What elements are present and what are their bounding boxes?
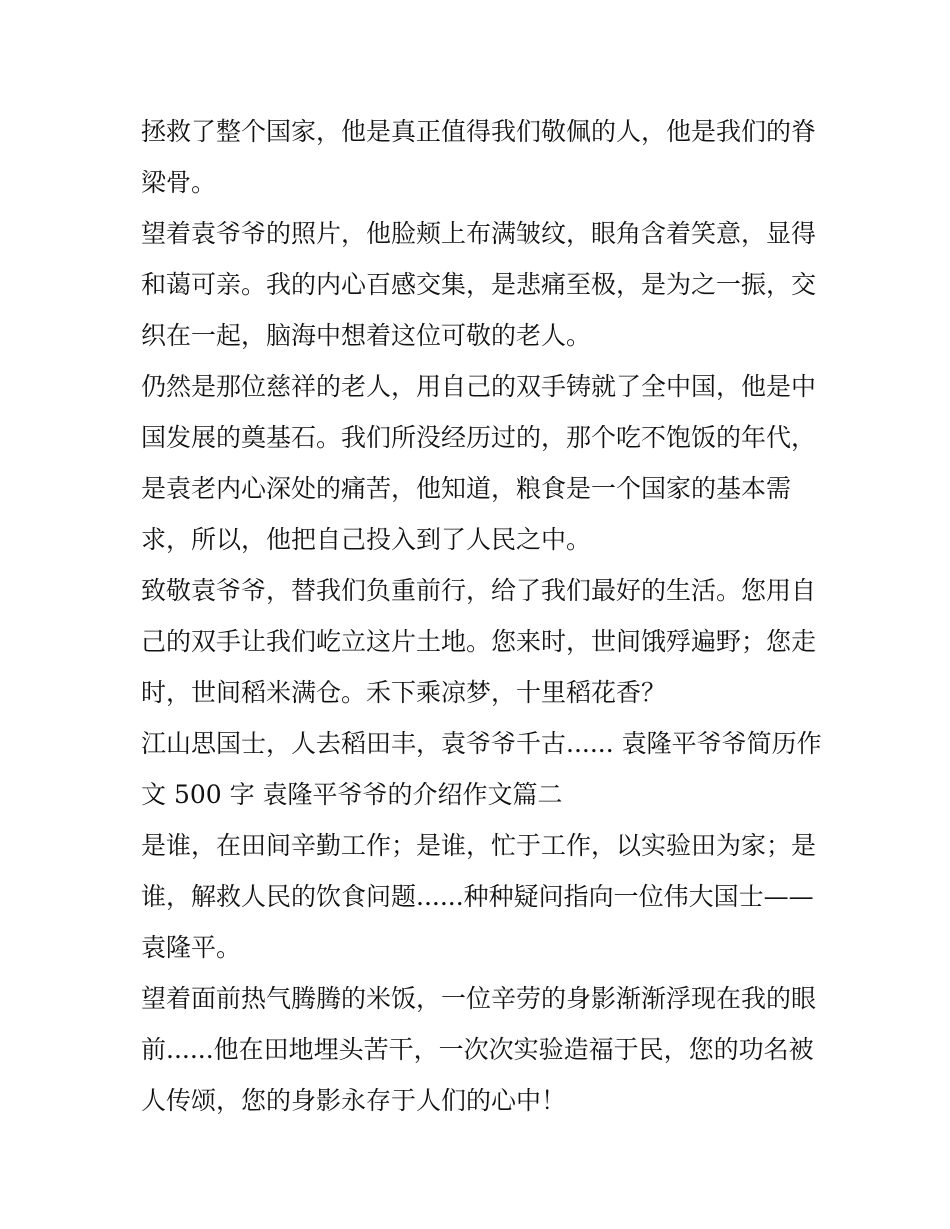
paragraph-4	[141, 565, 817, 718]
text-line: 望着面前热气腾腾的米饭，一位辛劳的身影渐渐浮现在我的眼	[141, 984, 817, 1013]
paragraph-1	[141, 106, 817, 208]
text-line: 仍然是那位慈祥的老人，用自己的双手铸就了全中国，他是中	[141, 372, 817, 401]
text-line: 和蔼可亲。我的内心百感交集，是悲痛至极，是为之一振，交	[141, 270, 817, 299]
text-line: 望着袁爷爷的照片，他脸颊上布满皱纹，眼角含着笑意，显得	[141, 219, 817, 248]
text-line: 谁，解救人民的饮食问题......种种疑问指向一位伟大国士——	[141, 882, 814, 911]
paragraph-3	[141, 361, 817, 565]
paragraph-5	[141, 718, 822, 820]
text-line: 梁骨。	[141, 168, 217, 197]
paragraph-7	[141, 973, 817, 1126]
text-line: 时，世间稻米满仓。禾下乘凉梦，十里稻花香？	[141, 678, 667, 707]
text-line: 拯救了整个国家，他是真正值得我们敬佩的人，他是我们的脊	[141, 117, 817, 146]
text-line: 前......他在田地埋头苦干，一次次实验造福于民，您的功名被	[141, 1035, 814, 1064]
text-line: 国发展的奠基石。我们所没经历过的，那个吃不饱饭的年代，	[141, 423, 817, 452]
paragraph-2	[141, 208, 817, 361]
text-line: 是谁，在田间辛勤工作；是谁，忙于工作，以实验田为家；是	[141, 831, 817, 860]
paragraph-6	[141, 820, 817, 973]
text-line: 是袁老内心深处的痛苦，他知道，粮食是一个国家的基本需	[141, 474, 792, 503]
document-body	[141, 106, 822, 1126]
text-line: 致敬袁爷爷，替我们负重前行，给了我们最好的生活。您用自	[141, 576, 817, 605]
text-line: 织在一起，脑海中想着这位可敬的老人。	[141, 321, 592, 350]
text-line: 人传颂，您的身影永存于人们的心中！	[141, 1086, 567, 1115]
text-line: 己的双手让我们屹立这片土地。您来时，世间饿殍遍野；您走	[141, 627, 817, 656]
text-line: 袁隆平。	[141, 933, 242, 962]
text-line: 求，所以，他把自己投入到了人民之中。	[141, 525, 592, 554]
text-line: 文 500 字 袁隆平爷爷的介绍作文篇二	[141, 780, 563, 809]
text-line: 江山思国士，人去稻田丰，袁爷爷千古...... 袁隆平爷爷简历作	[141, 729, 822, 758]
